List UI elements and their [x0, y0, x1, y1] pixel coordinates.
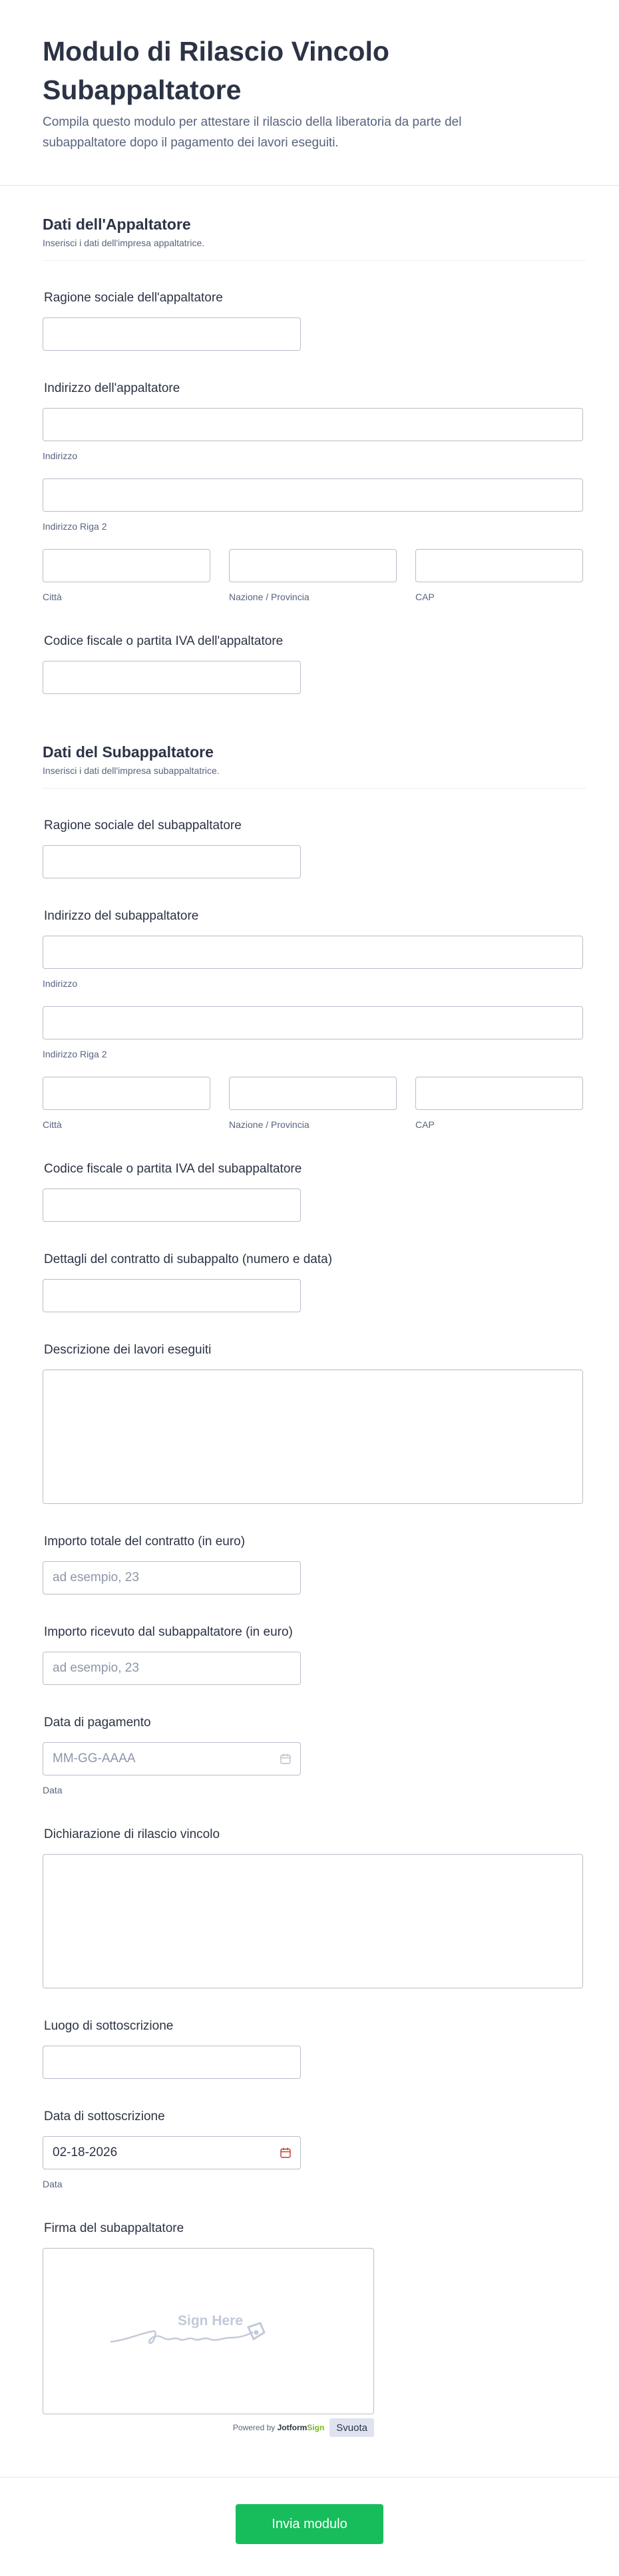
- contractor-zip-input[interactable]: [415, 549, 583, 582]
- contract-details-input[interactable]: [43, 1279, 301, 1312]
- work-description-field: [43, 1342, 584, 1504]
- received-amount-field: [43, 1624, 584, 1685]
- contractor-name-field: [43, 289, 584, 351]
- field-label: Luogo di sottoscrizione: [44, 2019, 174, 2033]
- section-subtitle: Inserisci i dati dell'impresa subappaltatrice.: [43, 765, 220, 776]
- signing-place-field: [43, 2018, 584, 2079]
- declaration-field: [43, 1826, 584, 1988]
- field-sublabel: Data: [43, 2179, 63, 2189]
- subcontractor-tax-field: [43, 1161, 584, 1222]
- contractor-street2-input[interactable]: [43, 478, 583, 512]
- field-label: Codice fiscale o partita IVA dell'appaltatore: [44, 634, 284, 648]
- field-sublabel: Città: [43, 592, 62, 602]
- signature-footer: [43, 2418, 374, 2437]
- received-amount-input[interactable]: [43, 1652, 301, 1685]
- field-label: Dettagli del contratto di subappalto (numero e data): [44, 1252, 333, 1266]
- field-label: Indirizzo dell'appaltatore: [44, 381, 180, 395]
- form-content: [0, 186, 619, 2437]
- signing-date-field: [43, 2108, 584, 2191]
- subcontractor-state-input[interactable]: [229, 1077, 397, 1110]
- field-sublabel: Indirizzo Riga 2: [43, 1049, 107, 1059]
- subcontractor-zip-input[interactable]: [415, 1077, 583, 1110]
- field-sublabel: Nazione / Provincia: [229, 592, 310, 602]
- clear-signature-button[interactable]: Svuota: [329, 2418, 374, 2437]
- subcontractor-tax-input[interactable]: [43, 1189, 301, 1222]
- payment-date-field: [43, 1714, 584, 1797]
- contractor-section-header: [43, 186, 586, 261]
- signing-date-input[interactable]: [43, 2136, 301, 2169]
- section-title: Dati del Subappaltatore: [43, 743, 214, 761]
- contractor-city-input[interactable]: [43, 549, 210, 582]
- subcontractor-section-header: [43, 723, 586, 789]
- payment-date-wrap: [43, 1742, 301, 1775]
- field-sublabel: Nazione / Provincia: [229, 1119, 310, 1130]
- contractor-tax-field: [43, 633, 584, 694]
- field-label: Codice fiscale o partita IVA del subappaltatore: [44, 1162, 302, 1176]
- subcontractor-address-field: [43, 908, 584, 1131]
- brand-sign: Sign: [307, 2423, 325, 2432]
- field-sublabel: Indirizzo: [43, 451, 78, 461]
- contract-details-field: [43, 1251, 584, 1312]
- signing-place-input[interactable]: [43, 2046, 301, 2079]
- subcontractor-city-input[interactable]: [43, 1077, 210, 1110]
- section-subtitle: Inserisci i dati dell'impresa appaltatrice.: [43, 238, 205, 248]
- field-label: Descrizione dei lavori eseguiti: [44, 1343, 212, 1357]
- signing-date-wrap: [43, 2136, 301, 2169]
- field-sublabel: CAP: [415, 592, 435, 602]
- field-sublabel: CAP: [415, 1119, 435, 1130]
- field-label: Firma del subappaltatore: [44, 2221, 184, 2235]
- calendar-icon[interactable]: [280, 2147, 292, 2159]
- field-label: Importo totale del contratto (in euro): [44, 1535, 246, 1549]
- page-title: Modulo di Rilascio Vincolo Subappaltatore: [43, 36, 389, 105]
- contractor-tax-input[interactable]: [43, 661, 301, 694]
- field-label: Data di sottoscrizione: [44, 2110, 165, 2123]
- payment-date-input[interactable]: [43, 1742, 301, 1775]
- contractor-state-input[interactable]: [229, 549, 397, 582]
- contractor-address-field: [43, 380, 584, 604]
- field-label: Ragione sociale del subappaltatore: [44, 819, 242, 832]
- signature-field: [43, 2220, 584, 2437]
- powered-by: Powered by JotformSign: [232, 2423, 325, 2432]
- field-label: Ragione sociale dell'appaltatore: [44, 291, 223, 305]
- form-footer: [0, 2477, 619, 2544]
- field-label: Dichiarazione di rilascio vincolo: [44, 1827, 220, 1841]
- contractor-name-input[interactable]: [43, 317, 301, 351]
- field-label: Data di pagamento: [44, 1716, 151, 1730]
- section-title: Dati dell'Appaltatore: [43, 216, 191, 233]
- subcontractor-street-input[interactable]: [43, 936, 583, 969]
- form-header: [0, 0, 619, 186]
- declaration-textarea[interactable]: [43, 1854, 583, 1988]
- field-label: Importo ricevuto dal subappaltatore (in euro): [44, 1625, 293, 1639]
- total-amount-field: [43, 1533, 584, 1594]
- field-sublabel: Città: [43, 1119, 62, 1130]
- field-sublabel: Data: [43, 1785, 63, 1795]
- field-label: Indirizzo del subappaltatore: [44, 909, 199, 923]
- contractor-street-input[interactable]: [43, 408, 583, 441]
- page-subtitle: Compila questo modulo per attestare il rilascio della liberatoria da parte del subappaltatore dopo il pagamento dei lavori eseguiti.: [43, 115, 462, 150]
- brand-name: Jotform: [277, 2423, 308, 2432]
- field-sublabel: Indirizzo Riga 2: [43, 521, 107, 532]
- calendar-icon[interactable]: [280, 1753, 292, 1765]
- submit-button[interactable]: Invia modulo: [236, 2504, 383, 2544]
- subcontractor-name-field: [43, 817, 584, 878]
- subcontractor-street2-input[interactable]: [43, 1006, 583, 1039]
- work-description-textarea[interactable]: [43, 1370, 583, 1504]
- signature-placeholder: Sign Here: [178, 2313, 244, 2328]
- signature-pad[interactable]: [43, 2248, 374, 2414]
- field-sublabel: Indirizzo: [43, 978, 78, 989]
- total-amount-input[interactable]: [43, 1561, 301, 1594]
- subcontractor-name-input[interactable]: [43, 845, 301, 878]
